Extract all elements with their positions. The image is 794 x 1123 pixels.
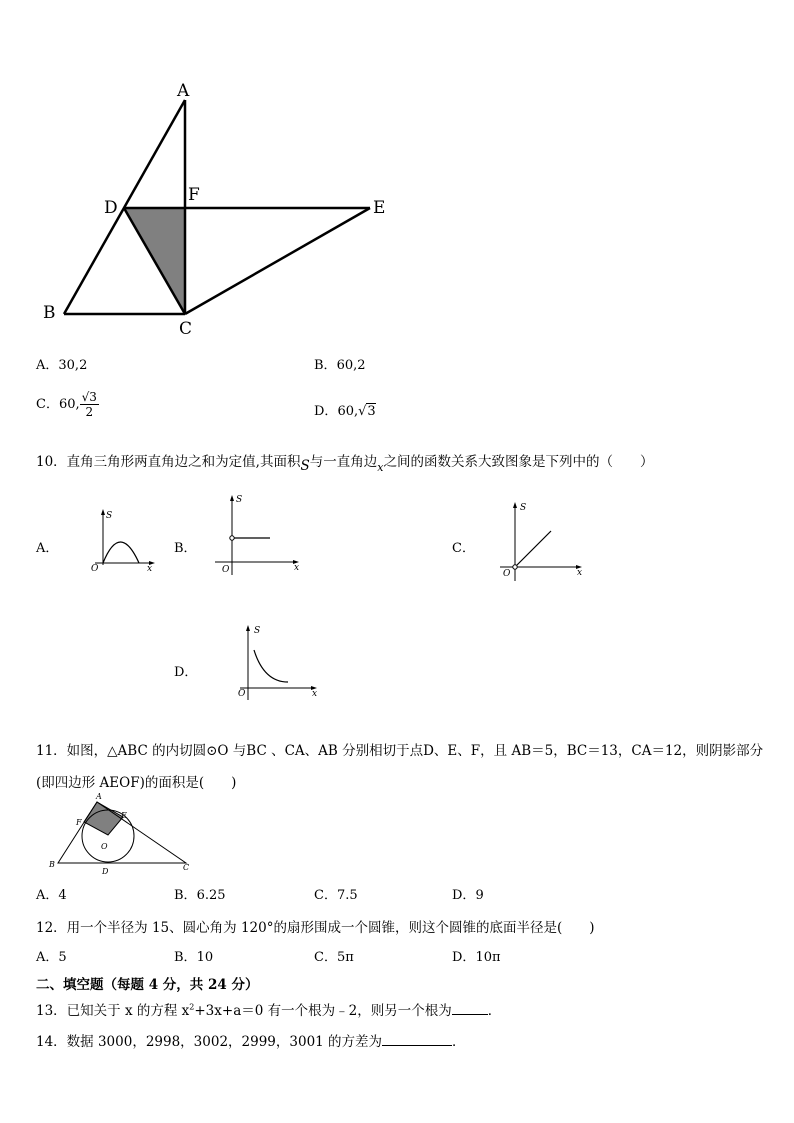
q14-stem: 14．数据 3000，2998，3002，2999，3001 的方差为 ． — [36, 1034, 466, 1050]
svg-text:S: S — [236, 495, 243, 505]
graph-d — [232, 620, 327, 705]
label-e: E — [373, 198, 386, 218]
section-title: 二、填空题（每题 4 分，共 24 分） — [36, 977, 259, 993]
svg-text:O: O — [101, 842, 108, 851]
answer-blank[interactable] — [382, 1033, 452, 1046]
svg-text:A: A — [96, 792, 102, 801]
answer-blank[interactable] — [452, 1002, 488, 1015]
q10-option-d-label[interactable]: D． — [174, 665, 198, 680]
svg-text:x: x — [577, 568, 583, 578]
label-f: F — [188, 185, 200, 205]
sqrt-sign: √ — [358, 404, 367, 419]
q11-option-b[interactable]: B．6.25 — [174, 888, 226, 903]
triangle-figure — [30, 75, 410, 345]
incircle-figure — [44, 790, 199, 880]
q11-option-c[interactable]: C．7.5 — [314, 888, 358, 903]
svg-text:x: x — [294, 563, 300, 573]
svg-text:O: O — [503, 569, 511, 579]
label-c: C — [179, 319, 193, 339]
q13-stem: 13．已知关于 x 的方程 $x^2+3x+a=0$ 有一个根为﹣2，则另一个根为 ． — [36, 1002, 502, 1019]
q12-option-a[interactable]: A．5 — [36, 950, 67, 965]
q11-stem-line2: (即四边形 AEOF)的面积是( ) — [36, 775, 237, 791]
q11-option-d[interactable]: D．9 — [452, 888, 484, 903]
q10-option-c-label[interactable]: C． — [452, 541, 475, 556]
q9-option-a[interactable]: A．30,2 — [36, 358, 88, 373]
q10-option-a-label[interactable]: A． — [36, 541, 59, 556]
fraction: $\frac{√3}{2}$ — [81, 390, 97, 419]
q10-stem: 10．直角三角形两直角边之和为定值,其面积S与一直角边$_x$之间的函数关系大致图象是下列中的（ ） — [36, 454, 654, 474]
label-b: B — [43, 303, 56, 323]
svg-text:F: F — [76, 818, 82, 827]
svg-text:E: E — [121, 811, 127, 820]
graph-c — [495, 495, 590, 585]
q12-option-b[interactable]: B．10 — [174, 950, 214, 965]
q11-option-a[interactable]: A．4 — [36, 888, 67, 903]
q9-option-d[interactable]: D．60,√3 — [314, 404, 376, 419]
svg-text:S: S — [106, 511, 113, 521]
q12-option-d[interactable]: D．10π — [452, 950, 501, 965]
q10-option-b-label[interactable]: B． — [174, 541, 197, 556]
q9-option-c[interactable]: C．60, $\frac{√3}{2}$ — [36, 390, 97, 419]
svg-text:x: x — [312, 689, 318, 699]
svg-text:O: O — [91, 564, 99, 574]
svg-text:C: C — [183, 863, 190, 872]
svg-text:S: S — [254, 626, 261, 636]
svg-text:x: x — [147, 564, 153, 574]
svg-text:O: O — [238, 689, 246, 699]
svg-text:S: S — [520, 503, 527, 513]
q11-stem-line1: 11．如图，△ABC 的内切圆⊙O 与BC 、CA、AB 分别相切于点D、E、F，且 AB＝5，BC＝13，CA＝12，则阴影部分 — [36, 743, 764, 759]
label-a: A — [177, 81, 190, 101]
svg-text:O: O — [222, 565, 230, 575]
svg-text:B: B — [49, 860, 55, 869]
label-d: D — [104, 198, 118, 218]
q12-option-c[interactable]: C．5π — [314, 950, 354, 965]
q12-stem: 12．用一个半径为 15、圆心角为 120°的扇形围成一个圆锥，则这个圆锥的底面半径是( ) — [36, 920, 595, 936]
graph-a — [85, 505, 160, 575]
q9-option-b[interactable]: B．60,2 — [314, 358, 366, 373]
graph-b — [210, 490, 305, 580]
svg-text:D: D — [102, 867, 109, 876]
